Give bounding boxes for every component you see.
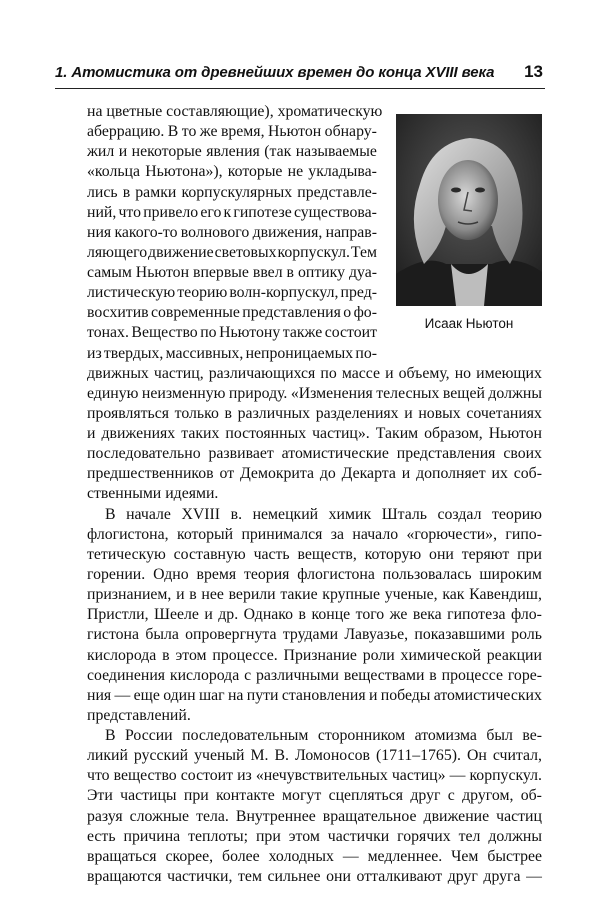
figure-caption: Исаак Ньютон [424,316,514,331]
text-line: последовательно развивает атомистические представления своих [87,445,542,463]
text-line: лись в рамки корпускулярных представле- [87,183,377,201]
text-line: есть причина теплоты; при этом частички горячих тел должны [87,827,542,845]
text-line: признанием, и в нее верили такие крупные ученые, как Кавендиш, [87,586,542,604]
text-line: ния — еще один шаг на пути становления и победы атомистических [87,686,542,704]
text-line: флогистона, который принимался за начало «горючести», гипо- [87,525,542,543]
text-line: представлений. [87,706,191,724]
page-number: 13 [524,62,543,81]
text-line: гистона была опровергнута трудами Лавуазье, показавшими роль [87,626,542,644]
text-line: «кольца Ньютона»), которые не укладыва- [87,163,377,181]
text-line: восхитив современные представления о фо- [87,304,377,322]
text-line: что вещество состоит из «нечувствительных частиц» — корпускул. [87,767,542,785]
text-line: соединения кислорода с различными веществами в процессе горе- [87,666,542,684]
text-line: ляющего движение световых корпускул. Тем [87,243,377,261]
text-line: самым Ньютон впервые ввел в оптику дуа- [87,264,377,282]
text-line: тонах. Вещество по Ньютону также состоит [87,324,377,342]
text-line: движных частиц, различающихся по массе и объему, но имеющих [87,364,542,382]
text-line: ний, что привело его к гипотезе существова- [87,203,377,221]
text-line: ликий русский ученый М. В. Ломоносов (1711–1765). Он считал, [87,747,542,765]
text-line: и движениях таких постоянных частиц». Таким образом, Ньютон [87,425,542,443]
text-line: вращаются частички, тем сильнее они отталкивают друг друга — [87,867,542,885]
text-line: жил и некоторые явления (так называемые [87,143,377,161]
text-line: разуя сложные тела. Внутреннее вращательное движение частиц [87,807,542,825]
chapter-title: 1. Атомистика от древнейших времен до конца XVIII века [55,64,495,81]
text-line: Пристли, Шееле и др. Однако в конце того же века гипотеза фло- [87,606,542,624]
text-line: аберрацию. В то же время, Ньютон обнару- [87,123,377,141]
text-line: вращаться скорее, более холодных — медленнее. Чем быстрее [87,847,542,865]
text-line: кислорода в этом процессе. Признание роли химической реакции [87,646,542,664]
text-line: на цветные составляющие), хроматическую [87,103,383,120]
running-header [55,60,545,89]
text-line: В начале XVIII в. немецкий химик Шталь создал теорию [105,505,542,523]
text-line: проявляться только в различных разделениях и новых сочетаниях [87,404,542,422]
text-line: Эти частицы при контакте могут сцепляться друг с другом, об- [87,787,542,805]
text-line: из твердых, массивных, непроницаемых по- [87,344,377,362]
text-line: предшественников от Демокрита до Декарта и дополняет их соб- [87,465,542,483]
newton-portrait [396,114,542,306]
text-line: листическую теорию волн-корпускул, пред- [87,284,377,302]
text-line: тетическую составную часть веществ, которую они теряют при [87,545,542,563]
text-line: ственными идеями. [87,485,219,503]
text-line: горении. Одно время теория флогистона пользовалась широким [87,565,542,583]
text-line: В России последовательным сторонником атомизма был ве- [105,727,542,745]
text-line: единую неизменную природу. «Изменения телесных вещей должны [87,384,542,402]
text-line: ния какого-то волнового движения, направ- [87,223,377,241]
